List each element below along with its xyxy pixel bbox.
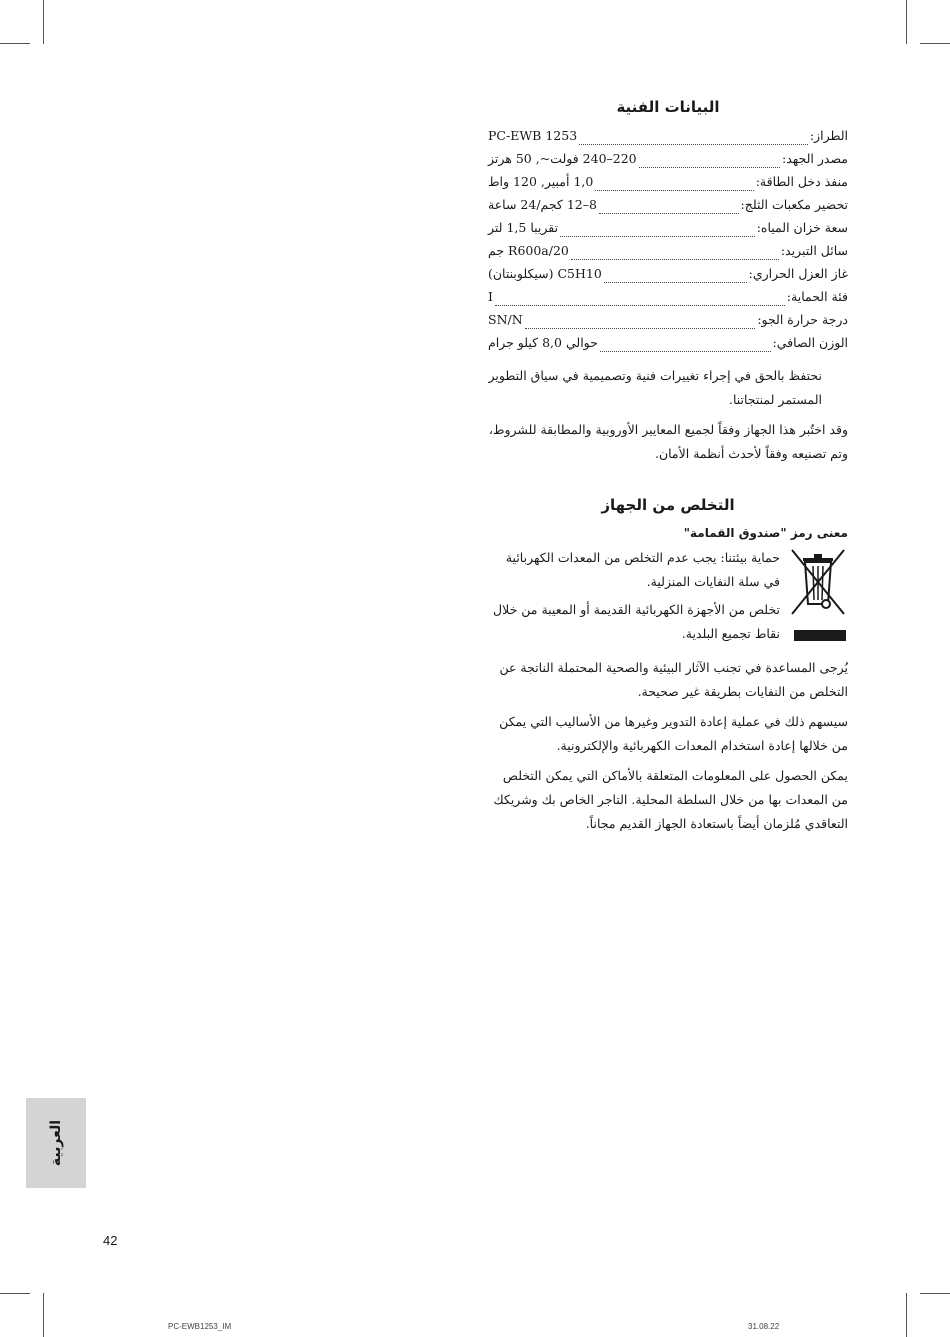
spec-row (488, 266, 848, 289)
dot-leader (525, 319, 756, 329)
spec-row (488, 197, 848, 220)
dot-leader (604, 273, 747, 283)
recycle-paragraph: سيسهم ذلك في عملية إعادة التدوير وغيرها من الأساليب التي يمكن من خلالها إعادة استخدام المعدات الكهربائية والإلكترونية. (499, 714, 848, 753)
crop-mark (920, 43, 950, 44)
spec-row (488, 174, 848, 197)
bin-para-2: تخلص من الأجهزة الكهربائية القديمة أو المعيبة من خلال نقاط تجميع البلدية. (493, 602, 780, 641)
language-tab-label: العربية (48, 1119, 64, 1167)
spec-value: SN/N (488, 312, 523, 327)
spec-list (488, 128, 848, 358)
spec-value: R600a/20 جم (488, 243, 569, 258)
test-note: وقد اختُبر هذا الجهاز وفقاً لجميع المعايير الأوروبية والمطابقة للشروط، وتم تصنيعه وفقاً لأحدث أنظمة الأمان. (488, 422, 848, 461)
spec-row (488, 289, 848, 312)
dot-leader (571, 250, 779, 260)
spec-label: الوزن الصافي: (772, 335, 848, 350)
spec-value: C5H10 (سيكلوبنتان) (488, 266, 602, 281)
spec-row (488, 312, 848, 335)
spec-value: PC-EWB 1253 (488, 128, 578, 143)
dot-leader (639, 158, 780, 168)
content-column (488, 98, 848, 840)
spec-value: 220–240 فولت~, 50 هرتز (488, 151, 637, 166)
info-paragraph: يمكن الحصول على المعلومات المتعلقة بالأماكن التي يمكن التخلص من المعدات بها من خلال السلطة المحلية. التاجر الخاص بك وشريكك التعاقدي مُلزمان أيضاً باستعادة الجهاز القديم مجاناً. (493, 768, 848, 831)
spec-label: فئة الحماية: (786, 289, 848, 304)
bin-block (488, 546, 848, 650)
spec-label: سائل التبريد: (780, 243, 848, 258)
language-tab (26, 1098, 86, 1188)
dot-leader (579, 135, 808, 145)
rights-note: نحتفظ بالحق في إجراء تغييرات فنية وتصميمية في سياق التطوير المستمر لمنتجاتنا. (488, 368, 822, 407)
dot-leader (600, 342, 771, 352)
spec-row (488, 220, 848, 243)
spec-label: تحضير مكعبات الثلج: (740, 197, 848, 212)
spec-label: غاز العزل الحراري: (748, 266, 848, 281)
spec-value: 8–12 كجم/24 ساعة (488, 197, 597, 212)
crop-mark (43, 0, 44, 44)
crop-mark (0, 1293, 30, 1294)
dot-leader (599, 204, 739, 214)
bin-para-1: حماية بيئتنا: يجب عدم التخلص من المعدات الكهربائية في سلة النفايات المنزلية. (505, 550, 780, 589)
footer-code: PC-EWB1253_IM (168, 1322, 232, 1331)
spec-value: حوالي 8,0 كيلو جرام (488, 335, 598, 350)
crop-mark (906, 0, 907, 44)
crop-mark (906, 1293, 907, 1337)
spec-row (488, 151, 848, 174)
spec-row (488, 128, 848, 151)
spec-value: تقريبا 1,5 لتر (488, 220, 559, 235)
spec-label: مصدر الجهد: (782, 151, 848, 166)
crossed-bin-icon (788, 546, 848, 650)
footer-date: 31.08.22 (748, 1322, 780, 1331)
crop-mark (43, 1293, 44, 1337)
symbol-heading: معنى رمز "صندوق القمامة" (683, 526, 848, 540)
help-paragraph: يُرجى المساعدة في تجنب الآثار البيئية والصحية المحتملة الناتجة عن التخلص من النفايات بطريقة غير صحيحة. (499, 660, 848, 699)
spec-label: الطراز: (809, 128, 848, 143)
dot-leader (595, 181, 753, 191)
spec-value: 1,0 أمبير, 120 واط (488, 174, 594, 189)
page-number: 42 (103, 1233, 118, 1248)
spec-row (488, 243, 848, 266)
crop-mark (0, 43, 30, 44)
spec-row (488, 335, 848, 358)
dot-leader (495, 296, 785, 306)
disposal-title: التخلص من الجهاز (601, 496, 735, 514)
bin-text (488, 546, 780, 650)
spec-label: منفذ دخل الطاقة: (755, 174, 848, 189)
spec-label: سعة خزان المياه: (756, 220, 848, 235)
tech-data-title: البيانات الفنية (616, 98, 720, 116)
spec-value: I (488, 289, 493, 304)
dot-leader (560, 227, 755, 237)
spec-label: درجة حرارة الجو: (757, 312, 848, 327)
crop-mark (920, 1293, 950, 1294)
